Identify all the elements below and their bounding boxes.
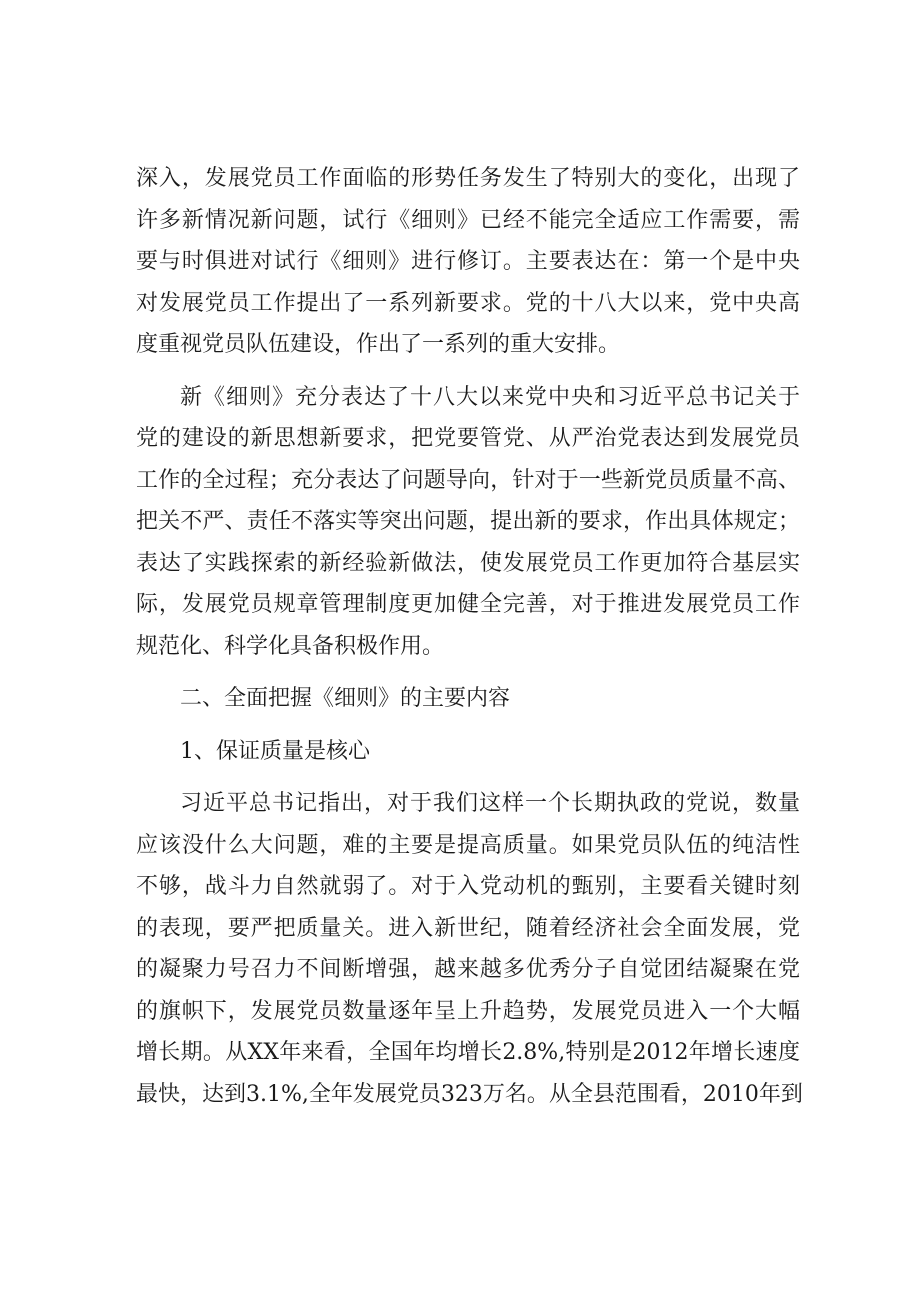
- paragraph-new-rules: [136, 377, 800, 668]
- text-line: 表达了实践探索的新经验新做法，使发展党员工作更加符合基层实: [136, 550, 800, 576]
- text-line: 的表现，要严把质量关。进入新世纪，随着经济社会全面发展，党: [136, 915, 800, 941]
- text-line: 许多新情况新问题，试行《细则》已经不能完全适应工作需要，需: [136, 207, 800, 233]
- paragraph-gap: [136, 667, 800, 678]
- paragraph-continuation: [136, 158, 800, 366]
- paragraph-gap: [136, 366, 800, 377]
- text-line: 不够，战斗力自然就弱了。对于入党动机的甄别，主要看关键时刻: [136, 874, 800, 899]
- text-line: 的凝聚力号召力不间断增强，越来越多优秀分子自觉团结凝聚在党: [136, 957, 800, 982]
- section-heading: 二、全面把握《细则》的主要内容: [180, 686, 511, 711]
- text-line: 新《细则》充分表达了十八大以来党中央和习近平总书记关于: [180, 384, 800, 410]
- text-line: 规范化、科学化具备积极作用。: [136, 633, 445, 659]
- text-line: 党的建设的新思想新要求，把党要管党、从严治党表达到发展党员: [136, 426, 800, 451]
- paragraph-gap: [136, 772, 800, 783]
- paragraph-gap: [136, 720, 800, 731]
- text-line: 要与时俱进对试行《细则》进行修订。主要表达在：第一个是中央: [136, 249, 800, 274]
- text-line: 度重视党员队伍建设，作出了一系列的重大安排。: [136, 332, 621, 357]
- subsection-heading: 1、保证质量是核心: [180, 738, 370, 764]
- text-line: 习近平总书记指出，对于我们这样一个长期执政的党说，数量: [180, 791, 800, 816]
- text-line: 增长期。从XX年来看，全国年均增长2.8%,特别是2012年增长速度: [136, 1040, 800, 1065]
- text-line: 际，发展党员规章管理制度更加健全完善，对于推进发展党员工作: [136, 592, 800, 617]
- text-line: 把关不严、责任不落实等突出问题，提出新的要求，作出具体规定；: [136, 509, 800, 534]
- text-line: 工作的全过程；充分表达了问题导向，针对于一些新党员质量不高、: [136, 467, 800, 493]
- text-line: 最快，达到3.1%,全年发展党员323万名。从全县范围看，2010年到: [136, 1081, 803, 1107]
- document-body: [136, 158, 803, 1115]
- text-line: 深入，发展党员工作面临的形势任务发生了特别大的变化，出现了: [136, 166, 800, 191]
- paragraph-quality: [136, 783, 803, 1115]
- text-line: 应该没什么大问题，难的主要是提高质量。如果党员队伍的纯洁性: [136, 832, 800, 858]
- text-line: 对发展党员工作提出了一系列新要求。党的十八大以来，党中央高: [136, 290, 800, 316]
- text-line: 的旗帜下，发展党员数量逐年呈上升趋势，发展党员进入一个大幅: [136, 998, 800, 1024]
